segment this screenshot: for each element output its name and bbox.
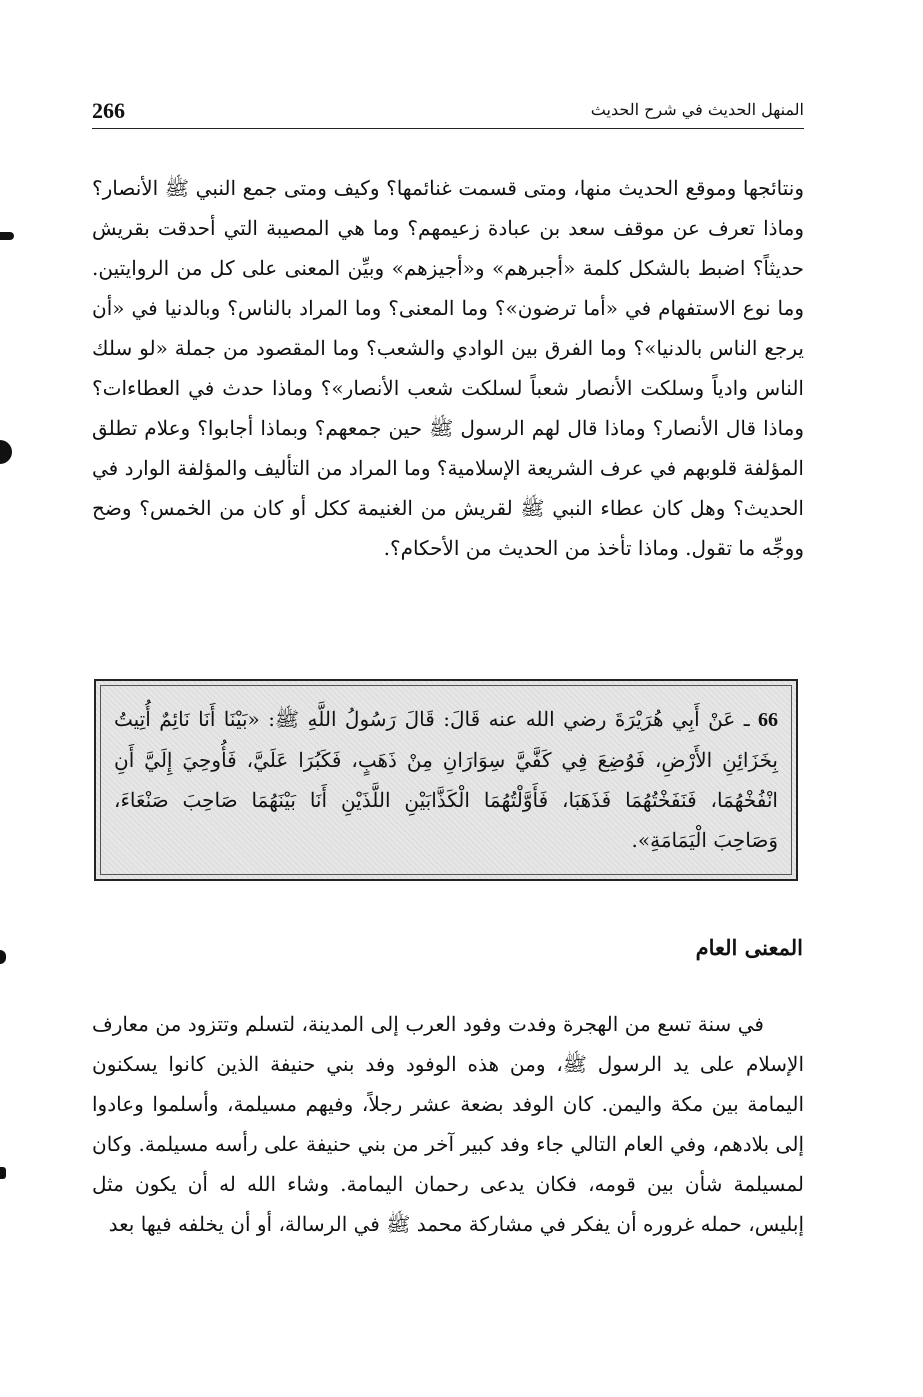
section-heading: المعنى العام [695,935,803,960]
running-title: المنهل الحديث في شرح الحديث [590,100,804,119]
scan-margin-mark [0,950,6,964]
general-meaning-paragraph: في سنة تسع من الهجرة وفدت وفود العرب إلى المدينة، لتسلم وتتزود من معارف الإسلام على يد الرسول ﷺ، ومن هذه الوفود وفد بني حنيفة الذين كانوا يسكنون اليمامة بين مكة واليمن. كان الوفد بضعة عشر رجلاً، وفيهم مسيلمة، وأسلموا وعادوا إلى بلادهم، وفي العام التالي جاء وفد كبير آخر من بني حنيفة على رأسه مسيلمة. وكان لمسيلمة شأن بين قومه، فكان يدعى رحمان اليمامة. وشاء الله له أن يكون مثل إبليس، حمله غروره أن يفكر في مشاركة محمد ﷺ في الرسالة، أو أن يخلفه فيها بعد [92,1012,805,1236]
hadith-text-block [114,699,778,860]
scan-margin-mark [0,232,14,240]
hadith-number: 66 [758,709,778,731]
page-number: 266 [92,98,125,123]
page-header [92,94,804,129]
questions-paragraph-block [92,168,804,568]
scan-margin-mark [0,440,12,464]
hadith-text: ـ عَنْ أَبِي هُرَيْرَةَ رضي الله عنه قَالَ: قَالَ رَسُولُ اللَّهِ ﷺ: «بَيْنَا أَنَا نَائِمٌ أُتِيتُ بِخَزَائِنِ الأَرْضِ، فَوُضِعَ فِي كَفَّيَّ سِوَارَانِ مِنْ ذَهَبٍ، فَكَبُرَا عَلَيَّ، فَأُوحِيَ إِلَيَّ أَنِ انْفُخْهُمَا، فَنَفَخْتُهُمَا فَذَهَبَا، فَأَوَّلْتُهُمَا الْكَذَّابَيْنِ اللَّذَيْنِ أَنَا بَيْنَهُمَا صَاحِبَ صَنْعَاءَ، وَصَاحِبَ الْيَمَامَةِ». [114,707,778,852]
general-meaning-block [92,1004,804,1244]
scan-margin-mark [0,1167,6,1179]
questions-paragraph: ونتائجها وموقع الحديث منها، ومتى قسمت غنائمها؟ وكيف ومتى جمع النبي ﷺ الأنصار؟ وماذا تعرف عن موقف سعد بن عبادة زعيمهم؟ وما هي المصيبة التي أحدقت بقريش حديثاً؟ اضبط بالشكل كلمة «أجبرهم» و«أجيزهم» وبيِّن المعنى على كل من الروايتين. وما نوع الاستفهام في «أما ترضون»؟ وما المعنى؟ وما المراد بالناس؟ وبالدنيا في «أن يرجع الناس بالدنيا»؟ وما الفرق بين الوادي والشعب؟ وما المقصود من جملة «لو سلك الناس وادياً وسلكت الأنصار شعباً لسلكت شعب الأنصار»؟ وماذا حدث في العطاءات؟ وماذا قال الأنصار؟ وماذا قال لهم الرسول ﷺ حين جمعهم؟ وبماذا أجابوا؟ وعلام تطلق المؤلفة قلوبهم في عرف الشريعة الإسلامية؟ وما المراد من التأليف والمؤلفة الوارد في الحديث؟ وهل كان عطاء النبي ﷺ لقريش من الغنيمة ككل أو كان من الخمس؟ وضح ووجِّه ما تقول. وماذا تأخذ من الحديث من الأحكام؟. [92,176,804,560]
hadith-box [94,679,798,881]
